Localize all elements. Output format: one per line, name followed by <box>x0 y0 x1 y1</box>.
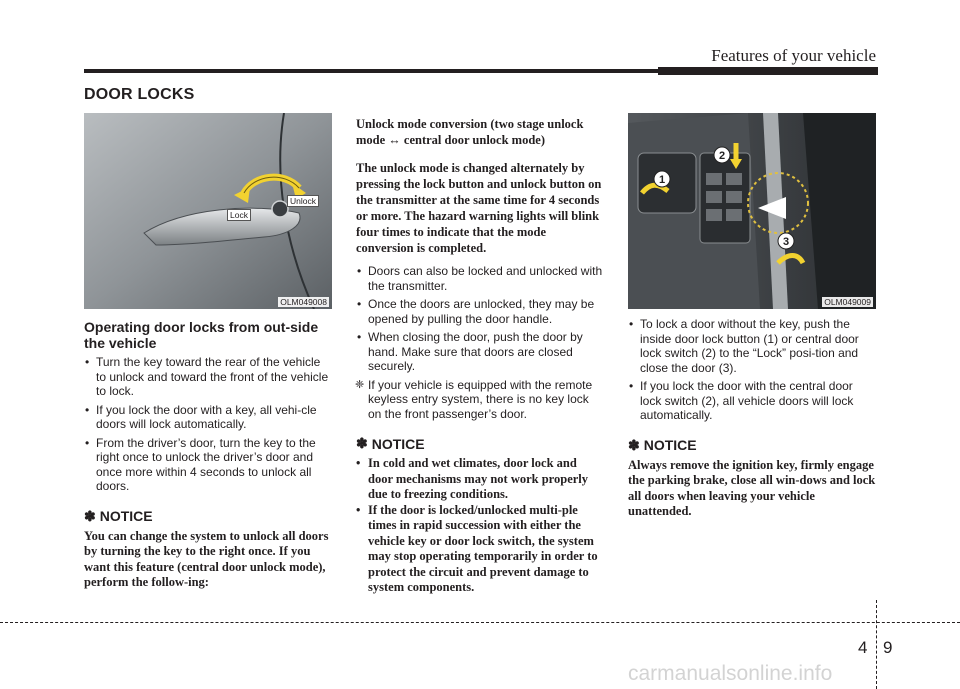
callout-2 <box>714 147 730 163</box>
notice-heading <box>84 508 332 525</box>
callout-3 <box>778 233 794 249</box>
column-3 <box>628 113 876 520</box>
figure-code: OLM049009 <box>824 297 871 307</box>
outside-lock-list <box>84 355 332 494</box>
list-item: • If you lock the door with a key, all vehi-cle doors will lock automatically. <box>84 403 332 432</box>
lock-label: Lock <box>227 209 251 221</box>
notice-title: NOTICE <box>99 508 153 524</box>
notice-body: You can change the system to unlock all doors by turning the key to the right once. If you want this feature (central door unlock mode), perform the follow-ing: <box>84 528 329 589</box>
heading-outside-locks: Operating door locks from out-side the vehicle <box>84 319 319 351</box>
svg-text:1: 1 <box>658 174 666 186</box>
section-title: DOOR LOCKS <box>84 86 195 103</box>
svg-text:3: 3 <box>782 236 790 248</box>
notice-title: NOTICE <box>643 437 697 453</box>
watermark: carmanualsonline.info <box>628 662 833 685</box>
unlock-mode-paragraph: The unlock mode is changed alternately by pressing the lock button and unlock button on the transmitter at the same time for 4 seconds or more. The hazard warning lights will blink four times to indicate that the mode conversion is completed. <box>356 161 602 255</box>
footer-rule <box>0 622 960 623</box>
list-item: • If you lock the door with the central door lock switch (2), all vehicle doors will lock automatically. <box>628 379 876 423</box>
inside-lock-list <box>628 317 876 423</box>
notice-icon: ✽ <box>356 435 368 451</box>
door-panel-illustration <box>628 113 876 309</box>
unlock-label: Unlock <box>287 195 319 207</box>
door-handle-figure <box>84 113 332 309</box>
notice-icon: ✽ <box>84 507 96 524</box>
notice-title: NOTICE <box>371 435 425 452</box>
notice-icon: ✽ <box>628 436 640 453</box>
unlock-mode-heading: Unlock mode conversion (two stage unlock mode ↔ central door unlock mode) <box>356 117 584 147</box>
notice-heading <box>628 437 876 454</box>
chapter-title: Features of your vehicle <box>711 46 876 65</box>
list-item: • Once the doors are unlocked, they may be opened by pulling the door handle. <box>356 297 604 326</box>
header-rule-accent <box>658 67 878 75</box>
list-item: • In cold and wet climates, door lock and door mechanisms may not work properly due to freezing conditions. <box>356 456 604 503</box>
door-panel-figure <box>628 113 876 309</box>
list-item: • If the door is locked/unlocked multi-ple times in rapid succession with either the vehicle key or door lock switch, the system may stop operating temporarily in order to protect the circuit and prevent damage to system components. <box>356 503 604 596</box>
notice-heading <box>356 435 604 452</box>
list-item: • Doors can also be locked and unlocked with the transmitter. <box>356 264 604 293</box>
star-note: ❈ If your vehicle is equipped with the remote keyless entry system, there is no key lock on the front passenger’s door. <box>356 378 604 422</box>
column-2 <box>356 116 604 596</box>
column-1 <box>84 113 332 591</box>
svg-text:2: 2 <box>718 150 726 162</box>
notice-body: Always remove the ignition key, firmly engage the parking brake, close all win-dows and lock all doors when leaving your vehicle unattended. <box>628 457 876 518</box>
page-number-page: 9 <box>883 638 893 657</box>
page-number-divider <box>876 600 877 689</box>
door-handle-illustration <box>84 113 332 309</box>
transmitter-list <box>356 264 604 421</box>
notice-list <box>356 456 604 596</box>
callout-1 <box>654 171 670 187</box>
list-item: • From the driver’s door, turn the key to the right once to unlock the driver’s door and once more within 4 seconds to unlock all doors. <box>84 436 332 494</box>
list-item: • Turn the key toward the rear of the vehicle to unlock and toward the front of the vehicle to lock. <box>84 355 332 399</box>
figure-code: OLM049008 <box>280 297 327 307</box>
list-item: • To lock a door without the key, push the inside door lock button (1) or central door lock switch (2) to the “Lock” posi-tion and close the door (3). <box>628 317 876 375</box>
list-item: • When closing the door, push the door by hand. Make sure that doors are closed securely. <box>356 330 604 374</box>
page-number-chapter: 4 <box>858 638 868 657</box>
